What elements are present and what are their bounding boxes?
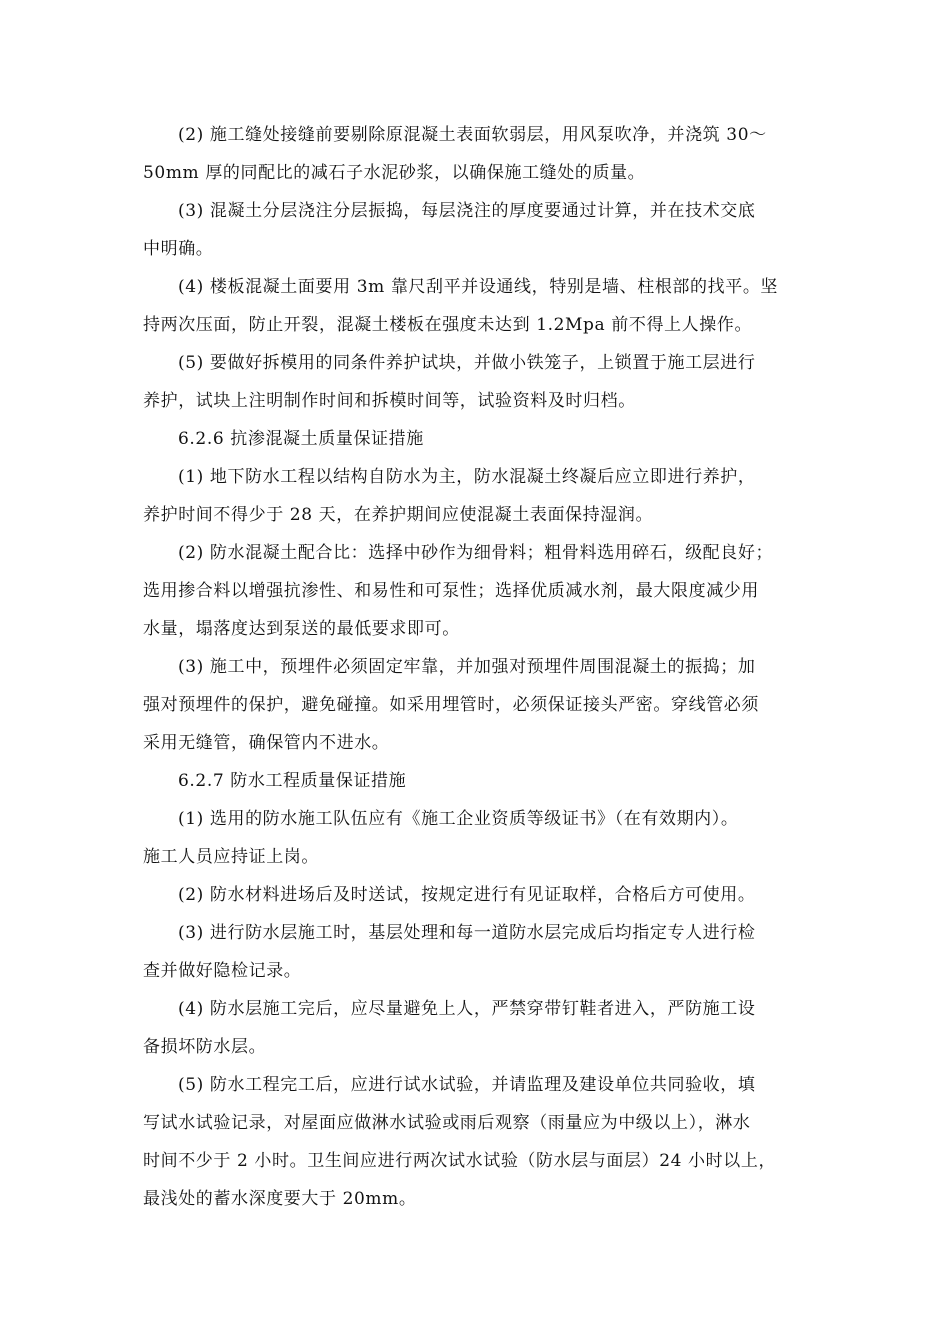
paragraph-test-block-curing [143, 344, 813, 420]
text-line: 时间不少于 2 小时。卫生间应进行两次试水试验（防水层与面层）24 小时以上， [143, 1151, 777, 1171]
paragraph-layered-pouring [143, 192, 813, 268]
text-line: 强对预埋件的保护，避免碰撞。如采用埋管时，必须保证接头严密。穿线管必须 [143, 695, 759, 715]
text-line: 备损坏防水层。 [143, 1037, 267, 1057]
text-line: (2) 防水材料进场后及时送试，按规定进行有见证取样，合格后方可使用。 [178, 885, 756, 905]
paragraph-construction-joint [143, 116, 813, 192]
text-line: 养护时间不得少于 28 天，在养护期间应使混凝土表面保持湿润。 [143, 505, 654, 525]
text-line: 最浅处的蓄水深度要大于 20mm。 [143, 1189, 417, 1209]
text-line: 水量，塌落度达到泵送的最低要求即可。 [143, 619, 460, 639]
text-line: 选用掺合料以增强抗渗性、和易性和可泵性；选择优质减水剂，最大限度减少用 [143, 581, 759, 601]
text-line: (4) 楼板混凝土面要用 3m 靠尺刮平并设通线，特别是墙、柱根部的找平。坚 [178, 277, 779, 297]
text-line: 查并做好隐检记录。 [143, 961, 302, 981]
text-line: 采用无缝管，确保管内不进水。 [143, 733, 390, 753]
paragraph-material-testing [143, 876, 813, 914]
paragraph-underground-waterproofing [143, 458, 813, 534]
text-line: 施工人员应持证上岗。 [143, 847, 319, 867]
text-line: (2) 防水混凝土配合比：选择中砂作为细骨料；粗骨料选用碎石，级配良好； [178, 543, 774, 563]
text-line: (3) 进行防水层施工时，基层处理和每一道防水层完成后均指定专人进行检 [178, 923, 756, 943]
paragraph-inspection-records [143, 914, 813, 990]
text-line: (5) 要做好拆模用的同条件养护试块，并做小铁笼子，上锁置于施工层进行 [178, 353, 756, 373]
text-line: (2) 施工缝处接缝前要剔除原混凝土表面软弱层，用风泵吹净，并浇筑 30～ [178, 125, 767, 145]
document-body [143, 116, 813, 1218]
text-line: 养护，试块上注明制作时间和拆模时间等，试验资料及时归档。 [143, 391, 636, 411]
text-line: (4) 防水层施工完后，应尽量避免上人，严禁穿带钉鞋者进入，严防施工设 [178, 999, 756, 1019]
section-heading-6-2-6 [143, 420, 813, 458]
text-line: 50mm 厚的同配比的减石子水泥砂浆，以确保施工缝处的质量。 [143, 163, 646, 183]
text-line: (5) 防水工程完工后，应进行试水试验，并请监理及建设单位共同验收，填 [178, 1075, 756, 1095]
paragraph-embedded-parts [143, 648, 813, 762]
text-line: (1) 选用的防水施工队伍应有《施工企业资质等级证书》（在有效期内）。 [178, 809, 739, 829]
paragraph-floor-slab-leveling [143, 268, 813, 344]
section-heading: 6.2.7 防水工程质量保证措施 [178, 771, 407, 791]
paragraph-mix-ratio [143, 534, 813, 648]
text-line: 持两次压面，防止开裂，混凝土楼板在强度未达到 1.2Mpa 前不得上人操作。 [143, 315, 753, 335]
paragraph-layer-protection [143, 990, 813, 1066]
section-heading-6-2-7 [143, 762, 813, 800]
text-line: (3) 施工中，预埋件必须固定牢靠，并加强对预埋件周围混凝土的振捣；加 [178, 657, 756, 677]
text-line: (1) 地下防水工程以结构自防水为主，防水混凝土终凝后应立即进行养护， [178, 467, 756, 487]
text-line: 写试水试验记录，对屋面应做淋水试验或雨后观察（雨量应为中级以上），淋水 [143, 1113, 751, 1133]
paragraph-water-test [143, 1066, 813, 1218]
text-line: (3) 混凝土分层浇注分层振捣，每层浇注的厚度要通过计算，并在技术交底 [178, 201, 756, 221]
section-heading: 6.2.6 抗渗混凝土质量保证措施 [178, 429, 424, 449]
paragraph-team-qualification [143, 800, 813, 876]
text-line: 中明确。 [143, 239, 214, 259]
